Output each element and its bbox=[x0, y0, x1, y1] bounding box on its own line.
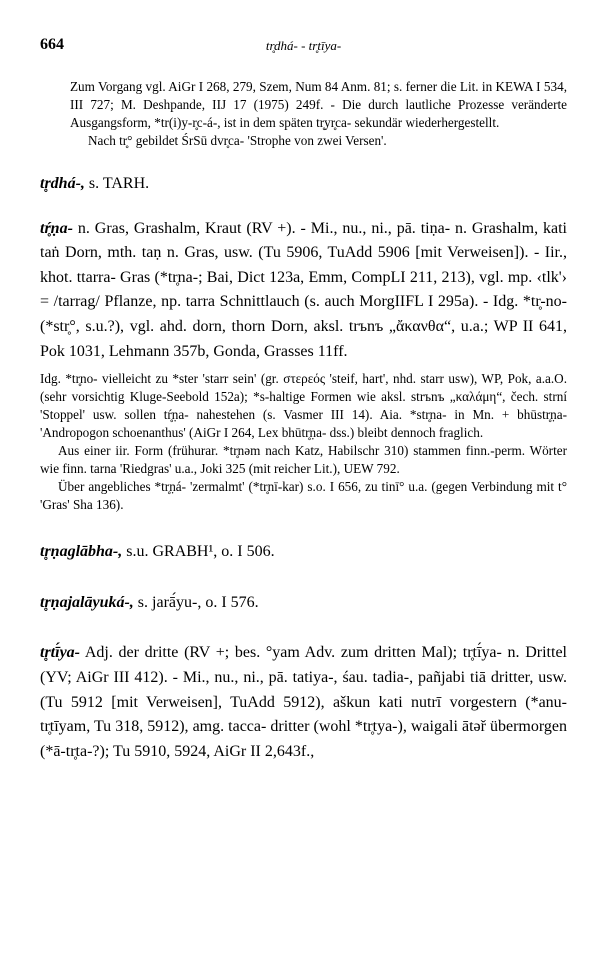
top-note bbox=[40, 78, 567, 150]
page-number: 664 bbox=[40, 36, 64, 53]
entry-notes bbox=[40, 370, 567, 514]
entry-body: Adj. der dritte (RV +; bes. °yam Adv. zum dritten Mal); tr̥tī́ya- n. Drittel (YV; AiGr III 412). - Mi., nu., ni., pā. tatiya-, śau. tadia-, pañjabi tiā dritter, usw. (Tu 5912 [mit Verweisen], TuAdd 5912), aškun kati nutrī vorgestern (*anu-tr̥tīyam, Tu 318, 5912), amg. tacca- dritter (wohl *tr̥tya-), waigali ātəř übermorgen (*ā-tr̥ta-?); Tu 5910, 5924, AiGr II 2,643f., bbox=[40, 644, 567, 760]
entry-body: s. TARH. bbox=[88, 175, 150, 192]
note-paragraph: Aus einer iir. Form (frühurar. *tr̥nəm nach Katz, Habilschr 310) stammen finn.-perm. Wörter wie finn. tarna 'Riedgras' u.a., Joki 325 (mit reicher Lit.), UEW 792. bbox=[40, 443, 567, 477]
entry-headword: tr̥ṇaglābha-, bbox=[40, 543, 123, 561]
dictionary-entry bbox=[40, 591, 567, 616]
entry-body: s.u. GRABH¹, o. I 506. bbox=[126, 543, 275, 561]
note-paragraph: Über angebliches *tr̥ṇá- 'zermalmt' (*tr̥nī-kar) s.o. I 656, zu tinī° u.a. (gegen Verbindung mit t° 'Gras' Sha 136). bbox=[40, 479, 567, 513]
page-header bbox=[40, 36, 567, 56]
dictionary-entry bbox=[40, 217, 567, 515]
entry-headword: tŕ̥ṇa- bbox=[40, 219, 73, 237]
page-body bbox=[40, 78, 567, 764]
entry-headword: tr̥tī́ya- bbox=[40, 644, 80, 662]
entry-headword: tr̥dhá-, bbox=[40, 175, 85, 192]
entry-body: s. jarā́yu-, o. I 576. bbox=[137, 593, 259, 611]
note-paragraph: Zum Vorgang vgl. AiGr I 268, 279, Szem, Num 84 Anm. 81; s. ferner die Lit. in KEWA I 534, III 727; M. Deshpande, IIJ 17 (1975) 249f. - Die durch lautliche Prozesse veränderte Ausgangsform, *tr(i)y-r̥c-á-, ist in dem späten tr̥yr̥ca- sekundär wiederhergestellt. bbox=[70, 79, 567, 130]
note-paragraph: Nach tr̥° gebildet ŚrSū dvr̥ca- 'Strophe von zwei Versen'. bbox=[88, 133, 387, 148]
dictionary-entry bbox=[40, 641, 567, 764]
dictionary-entry bbox=[40, 172, 567, 197]
entry-body: n. Gras, Grashalm, Kraut (RV +). - Mi., nu., ni., pā. tiṇa- n. Grashalm, kati taṅ Dorn, mth. taṇ n. Gras, usw. (Tu 5906, TuAdd 5906 [mit Verweisen]). - Iir., khot. ttarra- Gras (*tr̥na-; Bai, Dict 123a, Emm, CompLI 211, 213), vgl. mp. ‹tlk'› = /tarrag/ Pflanze, np. tarra Schnittlauch (s. auch MorgIIFL I 295a). - Idg. *tr̥-no- (*str̥°, s.u.?), vgl. ahd. dorn, thorn Dorn, aksl. trъnъ „ἄκανθα“, u.a.; WP II 641, Pok 1031, Lehmann 357b, Gonda, Grasses 11ff. bbox=[40, 219, 568, 360]
note-paragraph: Idg. *tr̥no- vielleicht zu *ster 'starr sein' (gr. στερεός 'steif, hart', nhd. starr usw), WP, Pok, a.a.O. (sehr vorsichtig Kluge-Seebold 152a); *s-haltige Formen wie aksl. strъnъ „καλάμη“, čech. strní 'Stoppel' usw. sollen tŕ̥ṇa- nahestehen (s. Vasmer III 14). Aia. *str̥na- in Mn. + bhūstr̥ṇa- 'Andropogon schoenanthus' (AiGr I 264, Lex bhūtr̥ṇa- dss.) bleibt dennoch fraglich. bbox=[40, 371, 567, 441]
dictionary-entry bbox=[40, 540, 567, 565]
entry-headword: tr̥ṇajalāyuká-, bbox=[40, 593, 134, 611]
running-head: tr̥dhá- - tr̥tīya- bbox=[265, 38, 342, 53]
